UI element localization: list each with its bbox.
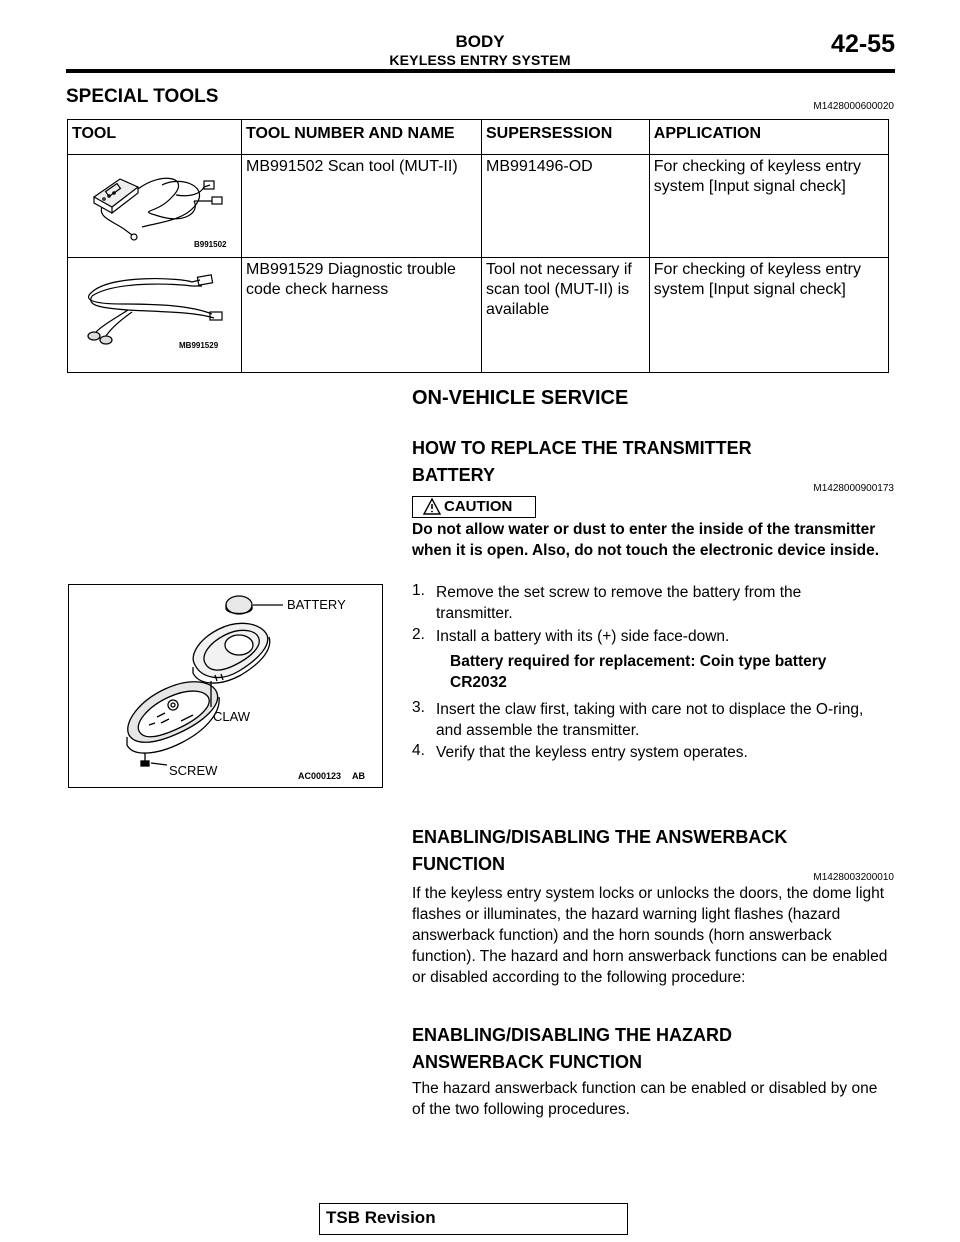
step-number: 2. [412,626,425,643]
table-row [68,155,889,258]
header-rule [66,69,895,73]
step-number: 4. [412,742,425,759]
column-header: SUPERSESSION [482,120,650,155]
tool-image-cell [68,155,242,258]
answerback-text: If the keyless entry system locks or unlocks the doors, the dome light flashes or illuminates, the hazard warning light flashes (hazard answerback function) and the horn sounds (horn answerback function). The hazard and horn answerback functions can be enabled or disabled according to the following procedure: [412,885,888,986]
tool-image-label: B991502 [194,240,227,249]
hazard-answerback-title: ENABLING/DISABLING THE HAZARD ANSWERBACK FUNCTION [412,1025,732,1072]
transmitter-diagram [68,584,383,788]
battery-label: BATTERY [287,597,346,612]
tsb-revision-label: TSB Revision [326,1208,436,1227]
table-header-row [68,120,889,155]
tool-image-cell [68,258,242,373]
screw-label: SCREW [169,763,218,778]
step-text: Remove the set screw to remove the battery from the transmitter. [436,584,802,622]
column-header: TOOL [68,120,242,155]
column-header: APPLICATION [649,120,888,155]
on-vehicle-service-title: ON-VEHICLE SERVICE [412,387,629,409]
tool-supersession: Tool not necessary if scan tool (MUT-II) is available [482,258,650,373]
subsection-title: KEYLESS ENTRY SYSTEM [389,52,571,68]
tool-number-name: MB991502 Scan tool (MUT-II) [242,155,482,258]
step-number: 3. [412,699,425,716]
caution-label: CAUTION [444,498,513,515]
step-text: Verify that the keyless entry system operates. [436,744,748,761]
special-tools-code: M1428000600020 [813,101,894,112]
step-text: Insert the claw first, taking with care not to displace the O-ring, and assemble the transmitter. [436,701,864,739]
tool-supersession: MB991496-OD [482,155,650,258]
page-number: 42-55 [831,30,895,58]
replace-battery-title: HOW TO REPLACE THE TRANSMITTER BATTERY [412,438,752,485]
special-tools-table [67,119,889,373]
step-number: 1. [412,582,425,599]
column-header: TOOL NUMBER AND NAME [242,120,482,155]
replace-battery-code: M1428000900173 [813,483,894,494]
transmitter-exploded-illustration [69,585,382,787]
answerback-code: M1428003200010 [813,872,894,883]
tool-application: For checking of keyless entry system [Input signal check] [649,155,888,258]
tool-image-label: MB991529 [179,341,219,350]
answerback-title: ENABLING/DISABLING THE ANSWERBACK FUNCTION [412,827,788,874]
section-title: BODY [455,32,505,51]
figure-suffix: AB [352,771,365,781]
claw-label: CLAW [213,709,251,724]
table-row [68,258,889,373]
warning-icon [423,498,441,515]
tool-number-name: MB991529 Diagnostic trouble code check harness [242,258,482,373]
caution-text: Do not allow water or dust to enter the inside of the transmitter when it is open. Also, do not touch the electronic device inside. [412,521,880,559]
hazard-answerback-text: The hazard answerback function can be enabled or disabled by one of the two following procedures. [412,1080,878,1118]
caution-box [412,496,536,518]
battery-note: Battery required for replacement: Coin type battery CR2032 [450,653,827,691]
step-text: Install a battery with its (+) side face-down. [436,628,730,645]
tool-application: For checking of keyless entry system [Input signal check] [649,258,888,373]
figure-code: AC000123 [298,771,342,781]
special-tools-title: SPECIAL TOOLS [66,86,219,107]
